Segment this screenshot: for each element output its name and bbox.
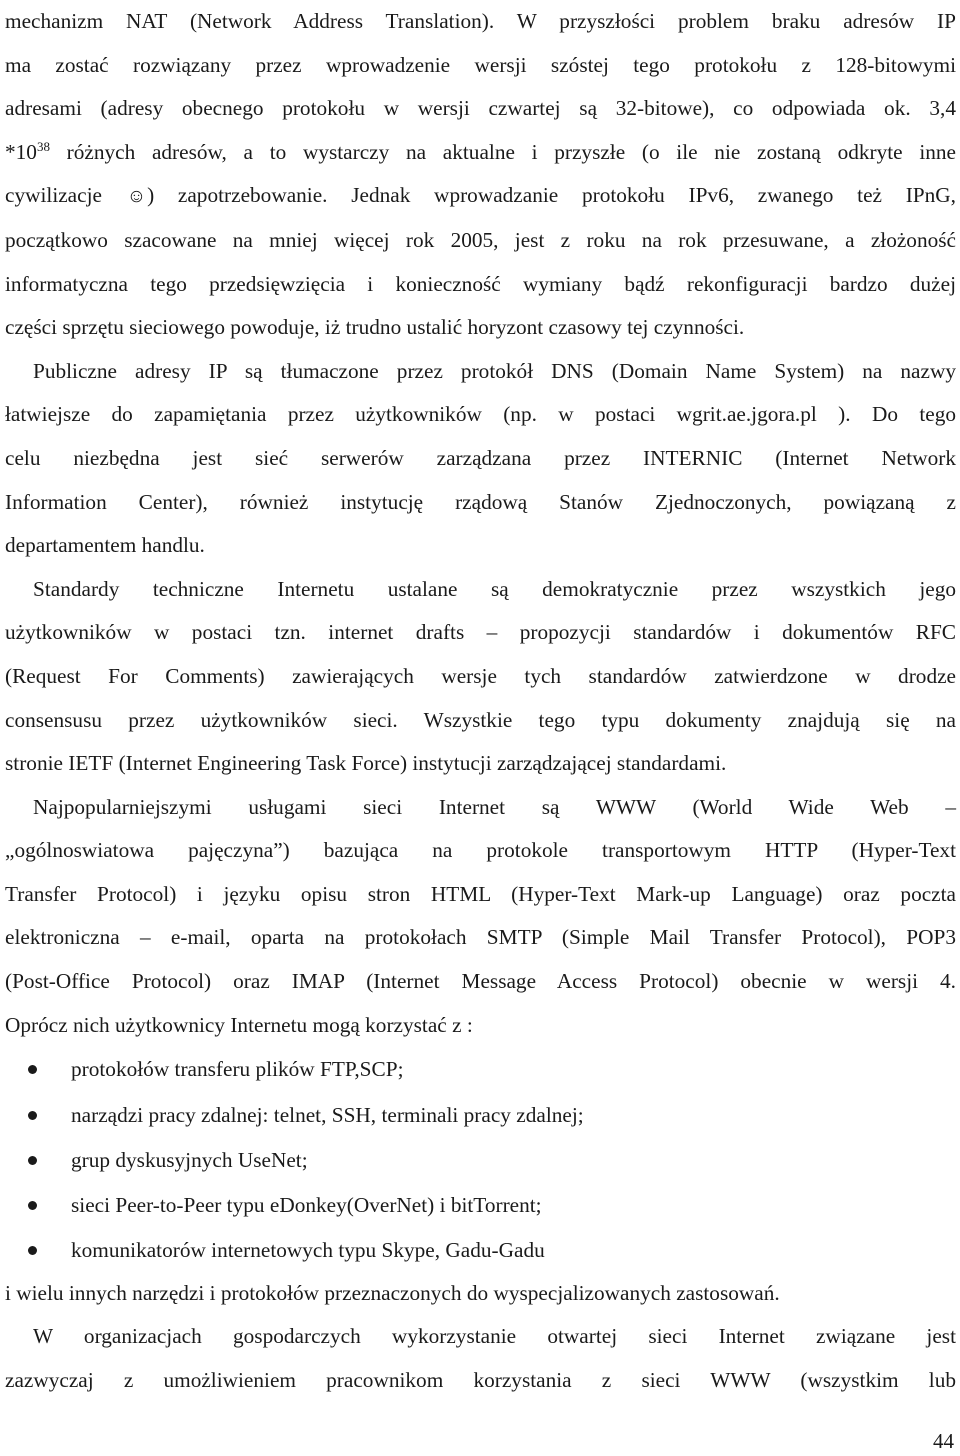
text-line: (Request For Comments) zawierających wersje tych standardów zatwierdzone w drodze [5,663,956,688]
text-line: Najpopularniejszymi usługami sieci Internet są WWW (World Wide Web – [33,794,956,819]
page-number: 44 [933,1429,954,1453]
paragraph-after-list [5,1272,956,1316]
text-line: W organizacjach gospodarczych wykorzystanie otwartej sieci Internet związane jest [33,1324,956,1349]
text-line: consensusu przez użytkowników sieci. Wszystkie tego typu dokumenty znajdują się na [5,707,956,732]
exponent-base: *10 [5,139,37,164]
list-item-text: grup dyskusyjnych UseNet; [71,1147,308,1172]
text-line: części sprzętu sieciowego powoduje, iż trudno ustalić horyzont czasowy tej czynności. [5,315,745,340]
text-line: Information Center), również instytucję rządową Stanów Zjednoczonych, powiązaną z [5,489,956,514]
text-line [5,131,956,175]
text-line: Standardy techniczne Internetu ustalane są demokratycznie przez wszystkich jego [33,576,956,601]
text-line: ma zostać rozwiązany przez wprowadzenie wersji szóstej tego protokołu z 128-bitowymi [5,52,956,77]
smiley-icon: ☺ [126,186,147,208]
text-line: i wielu innych narzędzi i protokołów przeznaczonych do wyspecjalizowanych zastosowań. [5,1280,780,1305]
text-line: stronie IETF (Internet Engineering Task Force) instytucji zarządzającej standardami. [5,751,727,776]
list-item [5,1047,956,1092]
text-line: mechanizm NAT (Network Address Translation). W przyszłości problem braku adresów IP [5,9,956,33]
text-line: początkowo szacowane na mniej więcej rok 2005, jest z roku na rok przesuwane, a złożoność [5,227,956,252]
text-line: Transfer Protocol) i języku opisu stron HTML (Hyper-Text Mark-up Language) oraz poczta [5,881,956,906]
list-item-text: protokołów transferu plików FTP,SCP; [71,1057,404,1082]
text-line: Publiczne adresy IP są tłumaczone przez protokół DNS (Domain Name System) na nazwy [33,358,956,383]
bullet-icon [28,1111,37,1120]
list-item-text: narządzi pracy zdalnej: telnet, SSH, terminali pracy zdalnej; [71,1102,584,1127]
list-item-text: sieci Peer-to-Peer typu eDonkey(OverNet) i bitTorrent; [71,1193,542,1218]
bullet-list [5,1047,956,1273]
bullet-icon [28,1065,37,1074]
text-line: adresami (adresy obecnego protokołu w wersji czwartej są 32-bitowe), co odpowiada ok. 3,4 [5,96,956,121]
list-item [5,1228,956,1273]
text-line [5,174,956,219]
text-line: (Post-Office Protocol) oraz IMAP (Internet Message Access Protocol) obecnie w wersji 4. [5,969,956,994]
text-fragment: ) zapotrzebowanie. Jednak wprowadzanie protokołu IPv6, zwanego też IPnG, [147,183,956,208]
paragraph-nat [5,0,956,350]
document-page [5,0,956,1403]
bullet-icon [28,1201,37,1210]
text-fragment: różnych adresów, a to wystarczy na aktualne i przyszłe (o ile nie zostaną odkryte inne [49,139,956,164]
bullet-icon [28,1156,37,1165]
text-line: departamentem handlu. [5,533,205,558]
paragraph-organizations [5,1315,956,1402]
list-item-text: komunikatorów internetowych typu Skype, Gadu-Gadu [71,1238,545,1263]
exponent: 38 [36,138,50,154]
text-line: elektroniczna – e-mail, oparta na protokołach SMTP (Simple Mail Transfer Protocol), POP3 [5,925,956,950]
text-line: zazwyczaj z umożliwieniem pracownikom korzystania z sieci WWW (wszystkim lub [5,1367,956,1392]
text-line: Oprócz nich użytkownicy Internetu mogą korzystać z : [5,1012,473,1037]
text-line: informatyczna tego przedsięwzięcia i konieczność wymiany bądź rekonfiguracji bardzo dużej [5,271,956,296]
list-item [5,1138,956,1183]
text-line: celu niezbędna jest sieć serwerów zarządzana przez INTERNIC (Internet Network [5,445,956,470]
text-line: łatwiejsze do zapamiętania przez użytkowników (np. w postaci wgrit.ae.jgora.pl ). Do tego [5,402,956,427]
list-item [5,1183,956,1228]
paragraph-dns [5,350,956,568]
bullet-icon [28,1246,37,1255]
text-line: użytkowników w postaci tzn. internet drafts – propozycji standardów i dokumentów RFC [5,620,956,645]
text-fragment: cywilizacje [5,183,126,208]
list-item [5,1093,956,1138]
paragraph-standards [5,568,956,786]
text-line: „ogólnoswiatowa pajęczyna”) bazująca na protokole transportowym HTTP (Hyper-Text [5,838,956,863]
paragraph-services [5,786,956,1048]
